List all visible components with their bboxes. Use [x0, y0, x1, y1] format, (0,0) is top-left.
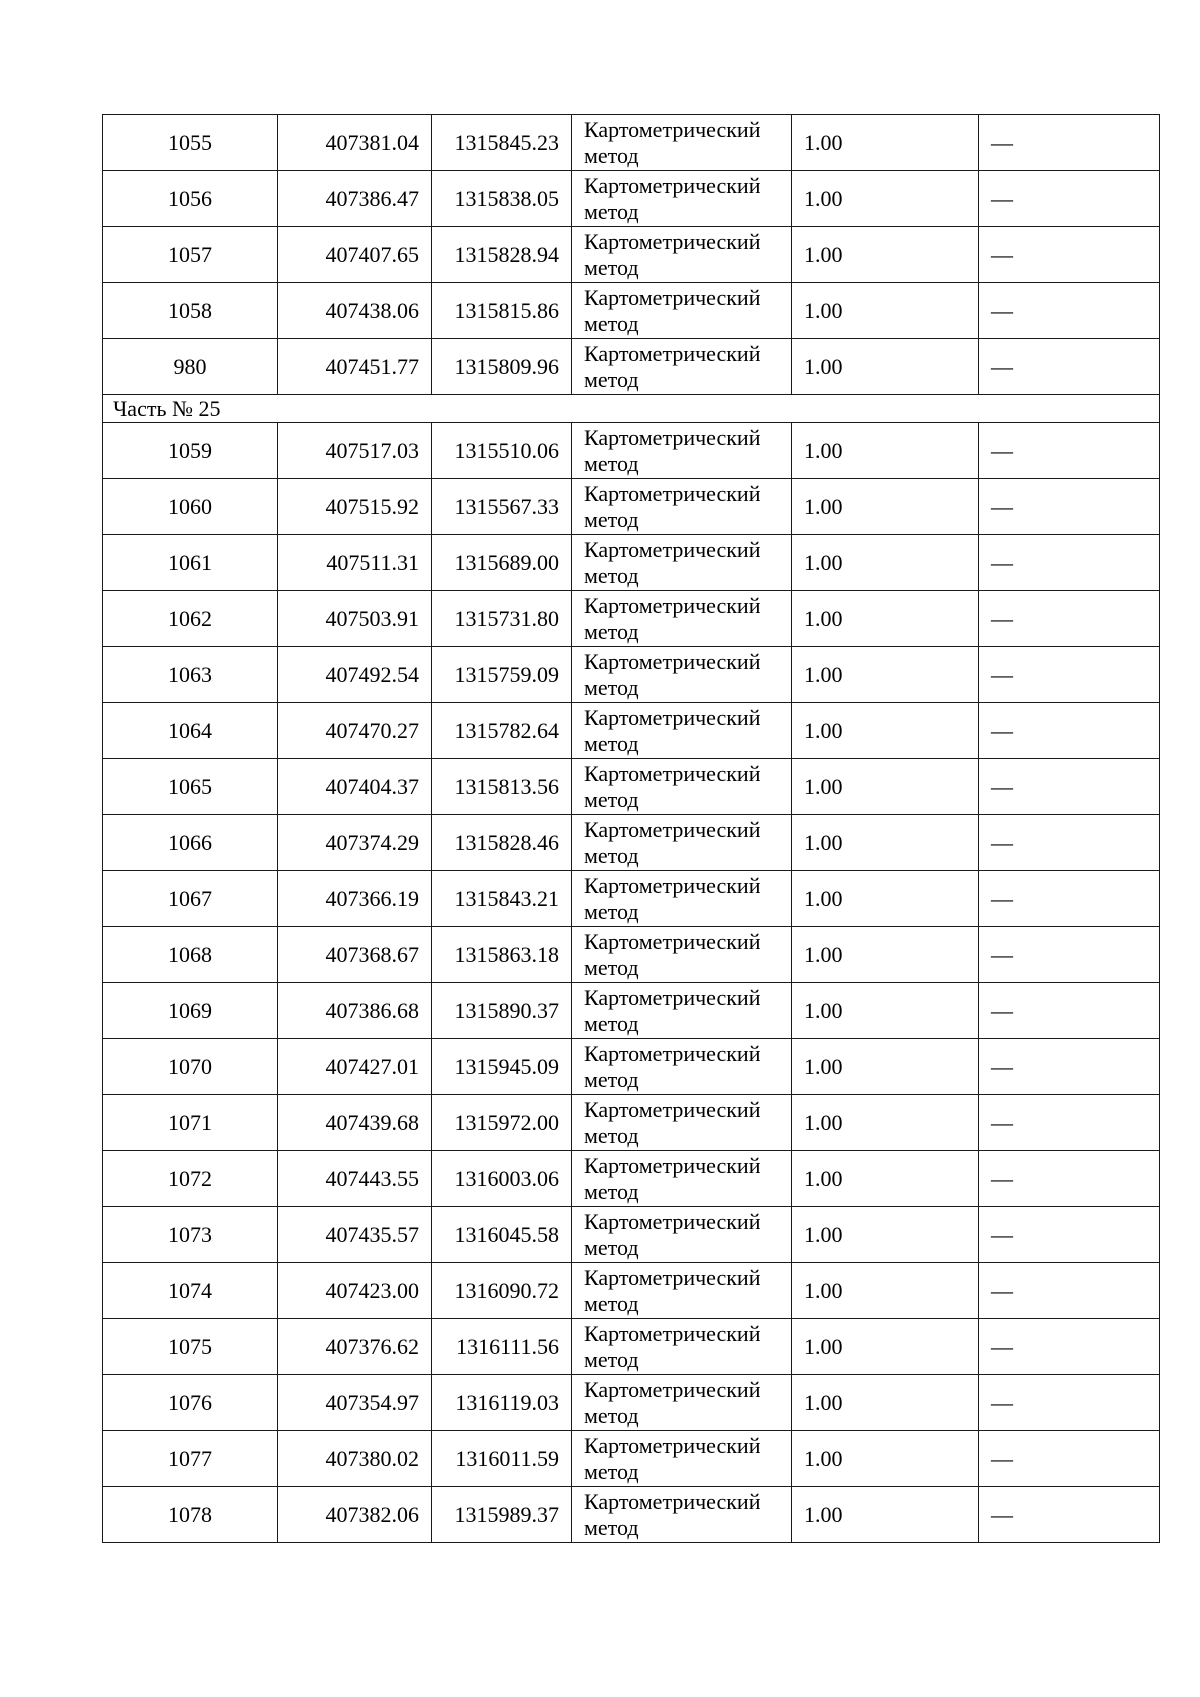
- method-cell: [572, 227, 792, 283]
- dash-placeholder: —: [991, 493, 1013, 519]
- description-cell: [979, 423, 1160, 479]
- y-coordinate-cell: 1315890.37: [432, 983, 572, 1039]
- method-text-line: метод: [584, 898, 639, 924]
- accuracy-cell: 1.00: [792, 1207, 979, 1263]
- dash-placeholder: —: [991, 1053, 1013, 1079]
- dash-placeholder: —: [991, 549, 1013, 575]
- x-coordinate-cell: 407470.27: [278, 703, 432, 759]
- table-row: [103, 647, 1160, 703]
- accuracy-cell: 1.00: [792, 815, 979, 871]
- method-text-line: метод: [584, 1122, 639, 1148]
- dash-placeholder: —: [991, 129, 1013, 155]
- dash-placeholder: —: [991, 941, 1013, 967]
- section-header-row: [103, 395, 1160, 423]
- description-cell: [979, 1375, 1160, 1431]
- method-text-line: метод: [584, 1458, 639, 1484]
- x-coordinate-cell: 407517.03: [278, 423, 432, 479]
- method-text-line: Картометрический: [584, 1432, 761, 1458]
- description-cell: [979, 171, 1160, 227]
- method-text-line: Картометрический: [584, 228, 761, 254]
- point-number-cell: 1058: [103, 283, 278, 339]
- method-text-line: метод: [584, 254, 639, 280]
- x-coordinate-cell: 407407.65: [278, 227, 432, 283]
- method-cell: [572, 479, 792, 535]
- description-cell: [979, 1319, 1160, 1375]
- point-number-cell: 1068: [103, 927, 278, 983]
- method-text-line: Картометрический: [584, 536, 761, 562]
- dash-placeholder: —: [991, 1445, 1013, 1471]
- accuracy-cell: 1.00: [792, 927, 979, 983]
- dash-placeholder: —: [991, 1277, 1013, 1303]
- dash-placeholder: —: [991, 437, 1013, 463]
- x-coordinate-cell: 407511.31: [278, 535, 432, 591]
- description-cell: [979, 871, 1160, 927]
- dash-placeholder: —: [991, 297, 1013, 323]
- y-coordinate-cell: 1315759.09: [432, 647, 572, 703]
- y-coordinate-cell: 1315689.00: [432, 535, 572, 591]
- method-text-line: метод: [584, 1066, 639, 1092]
- method-text-line: Картометрический: [584, 872, 761, 898]
- description-cell: [979, 1263, 1160, 1319]
- x-coordinate-cell: 407451.77: [278, 339, 432, 395]
- y-coordinate-cell: 1315809.96: [432, 339, 572, 395]
- description-cell: [979, 647, 1160, 703]
- method-text-line: метод: [584, 198, 639, 224]
- method-text-line: Картометрический: [584, 592, 761, 618]
- y-coordinate-cell: 1315838.05: [432, 171, 572, 227]
- method-text-line: Картометрический: [584, 648, 761, 674]
- method-cell: [572, 1039, 792, 1095]
- point-number-cell: 1078: [103, 1487, 278, 1543]
- method-cell: [572, 1319, 792, 1375]
- dash-placeholder: —: [991, 661, 1013, 687]
- dash-placeholder: —: [991, 605, 1013, 631]
- method-text-line: Картометрический: [584, 1320, 761, 1346]
- method-cell: [572, 703, 792, 759]
- x-coordinate-cell: 407423.00: [278, 1263, 432, 1319]
- y-coordinate-cell: 1315989.37: [432, 1487, 572, 1543]
- description-cell: [979, 283, 1160, 339]
- dash-placeholder: —: [991, 717, 1013, 743]
- method-text-line: Картометрический: [584, 116, 761, 142]
- dash-placeholder: —: [991, 885, 1013, 911]
- point-number-cell: 1067: [103, 871, 278, 927]
- y-coordinate-cell: 1315845.23: [432, 115, 572, 171]
- accuracy-cell: 1.00: [792, 591, 979, 647]
- y-coordinate-cell: 1316003.06: [432, 1151, 572, 1207]
- dash-placeholder: —: [991, 1501, 1013, 1527]
- method-text-line: Картометрический: [584, 340, 761, 366]
- accuracy-cell: 1.00: [792, 283, 979, 339]
- accuracy-cell: 1.00: [792, 1039, 979, 1095]
- method-text-line: метод: [584, 366, 639, 392]
- point-number-cell: 1063: [103, 647, 278, 703]
- point-number-cell: 1061: [103, 535, 278, 591]
- description-cell: [979, 1095, 1160, 1151]
- y-coordinate-cell: 1316011.59: [432, 1431, 572, 1487]
- dash-placeholder: —: [991, 241, 1013, 267]
- accuracy-cell: 1.00: [792, 871, 979, 927]
- table-row: [103, 927, 1160, 983]
- method-cell: [572, 1095, 792, 1151]
- method-cell: [572, 423, 792, 479]
- x-coordinate-cell: 407386.68: [278, 983, 432, 1039]
- method-cell: [572, 171, 792, 227]
- x-coordinate-cell: 407427.01: [278, 1039, 432, 1095]
- table-row: [103, 871, 1160, 927]
- dash-placeholder: —: [991, 1109, 1013, 1135]
- y-coordinate-cell: 1315945.09: [432, 1039, 572, 1095]
- method-cell: [572, 815, 792, 871]
- table-row: [103, 983, 1160, 1039]
- table-row: [103, 759, 1160, 815]
- accuracy-cell: 1.00: [792, 1431, 979, 1487]
- description-cell: [979, 759, 1160, 815]
- point-number-cell: 1074: [103, 1263, 278, 1319]
- method-cell: [572, 591, 792, 647]
- x-coordinate-cell: 407515.92: [278, 479, 432, 535]
- method-cell: [572, 983, 792, 1039]
- method-cell: [572, 871, 792, 927]
- accuracy-cell: 1.00: [792, 1263, 979, 1319]
- y-coordinate-cell: 1315828.46: [432, 815, 572, 871]
- method-cell: [572, 647, 792, 703]
- accuracy-cell: 1.00: [792, 647, 979, 703]
- description-cell: [979, 815, 1160, 871]
- method-cell: [572, 927, 792, 983]
- dash-placeholder: —: [991, 353, 1013, 379]
- accuracy-cell: 1.00: [792, 1375, 979, 1431]
- method-text-line: Картометрический: [584, 984, 761, 1010]
- accuracy-cell: 1.00: [792, 983, 979, 1039]
- method-text-line: Картометрический: [584, 1152, 761, 1178]
- dash-placeholder: —: [991, 1389, 1013, 1415]
- point-number-cell: 1071: [103, 1095, 278, 1151]
- y-coordinate-cell: 1315782.64: [432, 703, 572, 759]
- description-cell: [979, 227, 1160, 283]
- y-coordinate-cell: 1315843.21: [432, 871, 572, 927]
- accuracy-cell: 1.00: [792, 423, 979, 479]
- method-text-line: метод: [584, 506, 639, 532]
- y-coordinate-cell: 1315567.33: [432, 479, 572, 535]
- method-cell: [572, 1207, 792, 1263]
- method-text-line: метод: [584, 786, 639, 812]
- y-coordinate-cell: 1315828.94: [432, 227, 572, 283]
- method-text-line: метод: [584, 618, 639, 644]
- method-text-line: Картометрический: [584, 704, 761, 730]
- table-row: [103, 1207, 1160, 1263]
- y-coordinate-cell: 1315863.18: [432, 927, 572, 983]
- method-text-line: метод: [584, 1234, 639, 1260]
- table-row: [103, 1319, 1160, 1375]
- accuracy-cell: 1.00: [792, 479, 979, 535]
- dash-placeholder: —: [991, 1221, 1013, 1247]
- x-coordinate-cell: 407386.47: [278, 171, 432, 227]
- method-text-line: Картометрический: [584, 1264, 761, 1290]
- accuracy-cell: 1.00: [792, 1319, 979, 1375]
- method-text-line: метод: [584, 450, 639, 476]
- table-row: [103, 1375, 1160, 1431]
- dash-placeholder: —: [991, 997, 1013, 1023]
- table-row: [103, 1487, 1160, 1543]
- accuracy-cell: 1.00: [792, 115, 979, 171]
- method-cell: [572, 535, 792, 591]
- table-row: [103, 339, 1160, 395]
- y-coordinate-cell: 1315813.56: [432, 759, 572, 815]
- table-row: [103, 591, 1160, 647]
- method-text-line: Картометрический: [584, 424, 761, 450]
- y-coordinate-cell: 1315972.00: [432, 1095, 572, 1151]
- accuracy-cell: 1.00: [792, 1095, 979, 1151]
- x-coordinate-cell: 407438.06: [278, 283, 432, 339]
- table-row: [103, 703, 1160, 759]
- description-cell: [979, 983, 1160, 1039]
- method-text-line: Картометрический: [584, 1096, 761, 1122]
- description-cell: [979, 1039, 1160, 1095]
- x-coordinate-cell: 407404.37: [278, 759, 432, 815]
- y-coordinate-cell: 1315510.06: [432, 423, 572, 479]
- method-cell: [572, 1375, 792, 1431]
- coordinates-table-body: [103, 115, 1160, 1543]
- point-number-cell: 1056: [103, 171, 278, 227]
- method-text-line: Картометрический: [584, 480, 761, 506]
- table-row: [103, 423, 1160, 479]
- dash-placeholder: —: [991, 185, 1013, 211]
- x-coordinate-cell: 407374.29: [278, 815, 432, 871]
- point-number-cell: 1064: [103, 703, 278, 759]
- method-cell: [572, 1151, 792, 1207]
- point-number-cell: 1069: [103, 983, 278, 1039]
- table-row: [103, 227, 1160, 283]
- table-row: [103, 1431, 1160, 1487]
- point-number-cell: 1059: [103, 423, 278, 479]
- y-coordinate-cell: 1316119.03: [432, 1375, 572, 1431]
- description-cell: [979, 1207, 1160, 1263]
- description-cell: [979, 927, 1160, 983]
- method-text-line: метод: [584, 562, 639, 588]
- table-row: [103, 283, 1160, 339]
- x-coordinate-cell: 407382.06: [278, 1487, 432, 1543]
- method-text-line: метод: [584, 1290, 639, 1316]
- x-coordinate-cell: 407492.54: [278, 647, 432, 703]
- x-coordinate-cell: 407435.57: [278, 1207, 432, 1263]
- method-text-line: метод: [584, 842, 639, 868]
- point-number-cell: 1055: [103, 115, 278, 171]
- dash-placeholder: —: [991, 773, 1013, 799]
- table-row: [103, 815, 1160, 871]
- method-text-line: метод: [584, 674, 639, 700]
- y-coordinate-cell: 1316045.58: [432, 1207, 572, 1263]
- x-coordinate-cell: 407443.55: [278, 1151, 432, 1207]
- method-cell: [572, 759, 792, 815]
- method-cell: [572, 1487, 792, 1543]
- method-text-line: метод: [584, 1178, 639, 1204]
- description-cell: [979, 1487, 1160, 1543]
- method-text-line: Картометрический: [584, 1376, 761, 1402]
- accuracy-cell: 1.00: [792, 1151, 979, 1207]
- point-number-cell: 1062: [103, 591, 278, 647]
- x-coordinate-cell: 407503.91: [278, 591, 432, 647]
- method-cell: [572, 339, 792, 395]
- method-text-line: Картометрический: [584, 760, 761, 786]
- x-coordinate-cell: 407439.68: [278, 1095, 432, 1151]
- y-coordinate-cell: 1315815.86: [432, 283, 572, 339]
- y-coordinate-cell: 1316111.56: [432, 1319, 572, 1375]
- coordinates-table: [102, 114, 1160, 1543]
- point-number-cell: 1066: [103, 815, 278, 871]
- accuracy-cell: 1.00: [792, 703, 979, 759]
- table-row: [103, 171, 1160, 227]
- accuracy-cell: 1.00: [792, 171, 979, 227]
- method-cell: [572, 283, 792, 339]
- method-text-line: метод: [584, 954, 639, 980]
- description-cell: [979, 591, 1160, 647]
- method-text-line: Картометрический: [584, 284, 761, 310]
- table-row: [103, 1151, 1160, 1207]
- method-text-line: Картометрический: [584, 172, 761, 198]
- x-coordinate-cell: 407380.02: [278, 1431, 432, 1487]
- description-cell: [979, 1431, 1160, 1487]
- y-coordinate-cell: 1316090.72: [432, 1263, 572, 1319]
- point-number-cell: 1070: [103, 1039, 278, 1095]
- x-coordinate-cell: 407366.19: [278, 871, 432, 927]
- dash-placeholder: —: [991, 829, 1013, 855]
- accuracy-cell: 1.00: [792, 339, 979, 395]
- method-text-line: метод: [584, 142, 639, 168]
- method-cell: [572, 1263, 792, 1319]
- point-number-cell: 1077: [103, 1431, 278, 1487]
- table-row: [103, 479, 1160, 535]
- table-row: [103, 1263, 1160, 1319]
- method-cell: [572, 1431, 792, 1487]
- method-text-line: Картометрический: [584, 1040, 761, 1066]
- section-label: Часть № 25: [103, 395, 1160, 423]
- description-cell: [979, 1151, 1160, 1207]
- y-coordinate-cell: 1315731.80: [432, 591, 572, 647]
- dash-placeholder: —: [991, 1333, 1013, 1359]
- method-text-line: метод: [584, 730, 639, 756]
- x-coordinate-cell: 407368.67: [278, 927, 432, 983]
- description-cell: [979, 479, 1160, 535]
- method-cell: [572, 115, 792, 171]
- table-row: [103, 535, 1160, 591]
- point-number-cell: 1065: [103, 759, 278, 815]
- point-number-cell: 1073: [103, 1207, 278, 1263]
- accuracy-cell: 1.00: [792, 535, 979, 591]
- description-cell: [979, 339, 1160, 395]
- accuracy-cell: 1.00: [792, 759, 979, 815]
- method-text-line: метод: [584, 1010, 639, 1036]
- table-row: [103, 1039, 1160, 1095]
- description-cell: [979, 535, 1160, 591]
- x-coordinate-cell: 407376.62: [278, 1319, 432, 1375]
- table-row: [103, 1095, 1160, 1151]
- point-number-cell: 1060: [103, 479, 278, 535]
- description-cell: [979, 703, 1160, 759]
- method-text-line: метод: [584, 1514, 639, 1540]
- accuracy-cell: 1.00: [792, 1487, 979, 1543]
- point-number-cell: 980: [103, 339, 278, 395]
- point-number-cell: 1075: [103, 1319, 278, 1375]
- point-number-cell: 1072: [103, 1151, 278, 1207]
- method-text-line: Картометрический: [584, 1488, 761, 1514]
- method-text-line: Картометрический: [584, 928, 761, 954]
- point-number-cell: 1057: [103, 227, 278, 283]
- x-coordinate-cell: 407354.97: [278, 1375, 432, 1431]
- description-cell: [979, 115, 1160, 171]
- method-text-line: метод: [584, 1402, 639, 1428]
- method-text-line: метод: [584, 1346, 639, 1372]
- x-coordinate-cell: 407381.04: [278, 115, 432, 171]
- table-row: [103, 115, 1160, 171]
- accuracy-cell: 1.00: [792, 227, 979, 283]
- point-number-cell: 1076: [103, 1375, 278, 1431]
- method-text-line: метод: [584, 310, 639, 336]
- dash-placeholder: —: [991, 1165, 1013, 1191]
- method-text-line: Картометрический: [584, 816, 761, 842]
- method-text-line: Картометрический: [584, 1208, 761, 1234]
